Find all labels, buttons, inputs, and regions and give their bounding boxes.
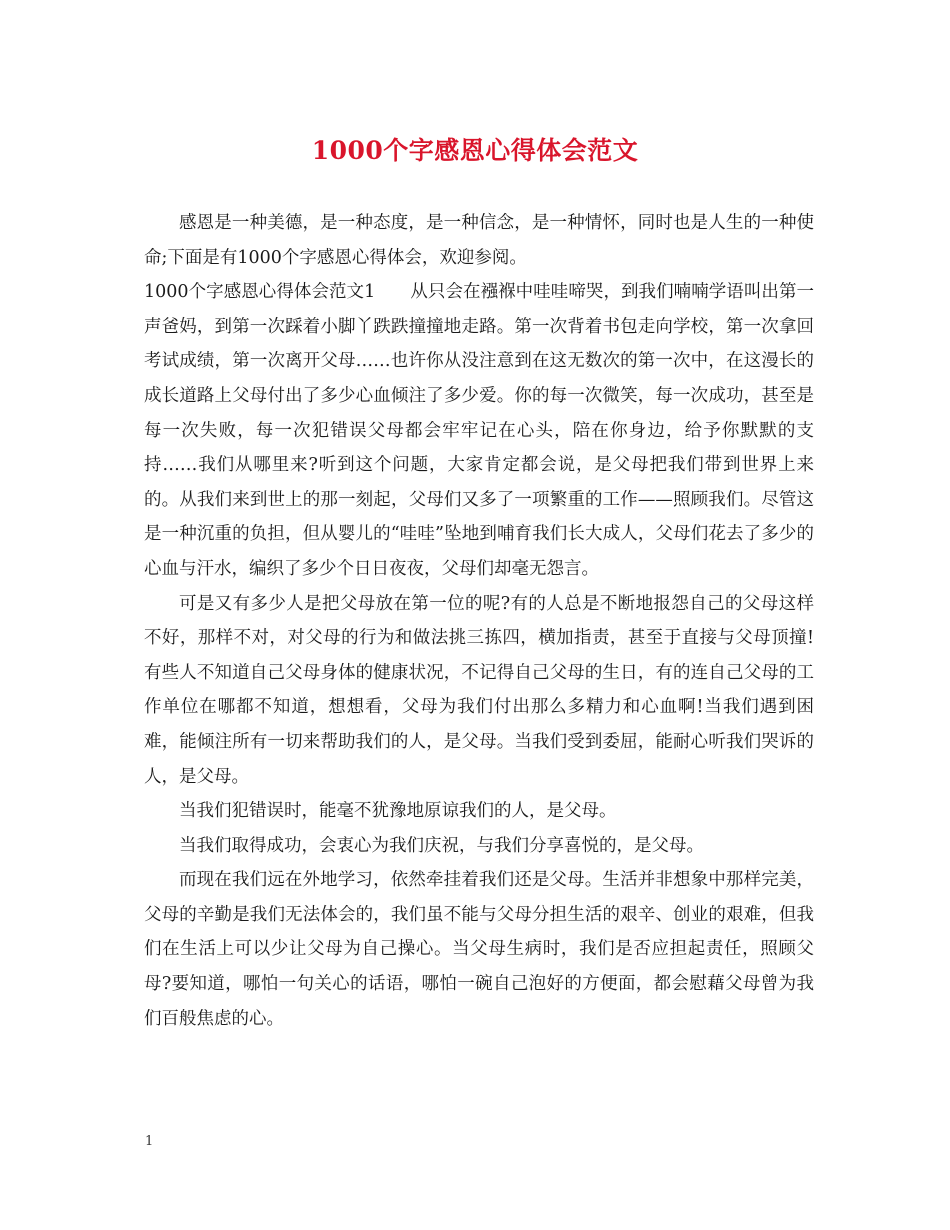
page-number: 1 [145,1134,154,1149]
body-paragraph: 当我们取得成功，会衷心为我们庆祝，与我们分享喜悦的，是父母。 [179,835,704,856]
document-title: 1000个字感恩心得体会范文 [311,136,639,165]
essay-1-paragraph: 1000个字感恩心得体会范文1 从只会在襁褓中哇哇啼哭，到我们喃喃学语叫出第一声爸妈，到第一次踩着小脚丫跌跌撞撞地走路。第一次背着书包走向学校，第一次拿回考试成绩，第一次离开父母……也许你从没注意到在这无数次的第一次中，在这漫长的成长道路上父母付出了多少心血倾注了多少爱。你的每一次微笑，每一次成功，甚至是每一次失败，每一次犯错误父母都会牢牢记在心头，陪在你身边，给予你默默的支持……我们从哪里来?听到这个问题，大家肯定都会说，是父母把我们带到世界上来的。从我们来到世上的那一刻起，父母们又多了一项繁重的工作——照顾我们。尽管这是一种沉重的负担，但从婴儿的“哇哇”坠地到哺育我们长大成人，父母们花去了多少的心血与汗水，编织了多少个日日夜夜，父母们却毫无怨言。 [144,282,814,579]
document-body [144,206,814,1036]
body-paragraph: 可是又有多少人是把父母放在第一位的呢?有的人总是不断地报怨自己的父母这样不好，那样不对，对父母的行为和做法挑三拣四，横加指责，甚至于直接与父母顶撞!有些人不知道自己父母身体的健康状况，不记得自己父母的生日，有的连自己父母的工作单位在哪都不知道，想想看，父母为我们付出那么多精力和心血啊!当我们遇到困难，能倾注所有一切来帮助我们的人，是父母。当我们受到委屈，能耐心听我们哭诉的人，是父母。 [144,593,814,787]
body-paragraph: 而现在我们远在外地学习，依然牵挂着我们还是父母。生活并非想象中那样完美，父母的辛勤是我们无法体会的，我们虽不能与父母分担生活的艰辛、创业的艰难，但我们在生活上可以少让父母为自己操心。当父母生病时，我们是否应担起责任，照顾父母?要知道，哪怕一句关心的话语，哪怕一碗自己泡好的方便面，都会慰藉父母曾为我们百般焦虑的心。 [144,870,814,1029]
body-paragraph: 当我们犯错误时，能毫不犹豫地原谅我们的人，是父母。 [179,801,617,822]
intro-paragraph: 感恩是一种美德，是一种态度，是一种信念，是一种情怀，同时也是人生的一种使命;下面是有1000个字感恩心得体会，欢迎参阅。 [144,213,814,268]
